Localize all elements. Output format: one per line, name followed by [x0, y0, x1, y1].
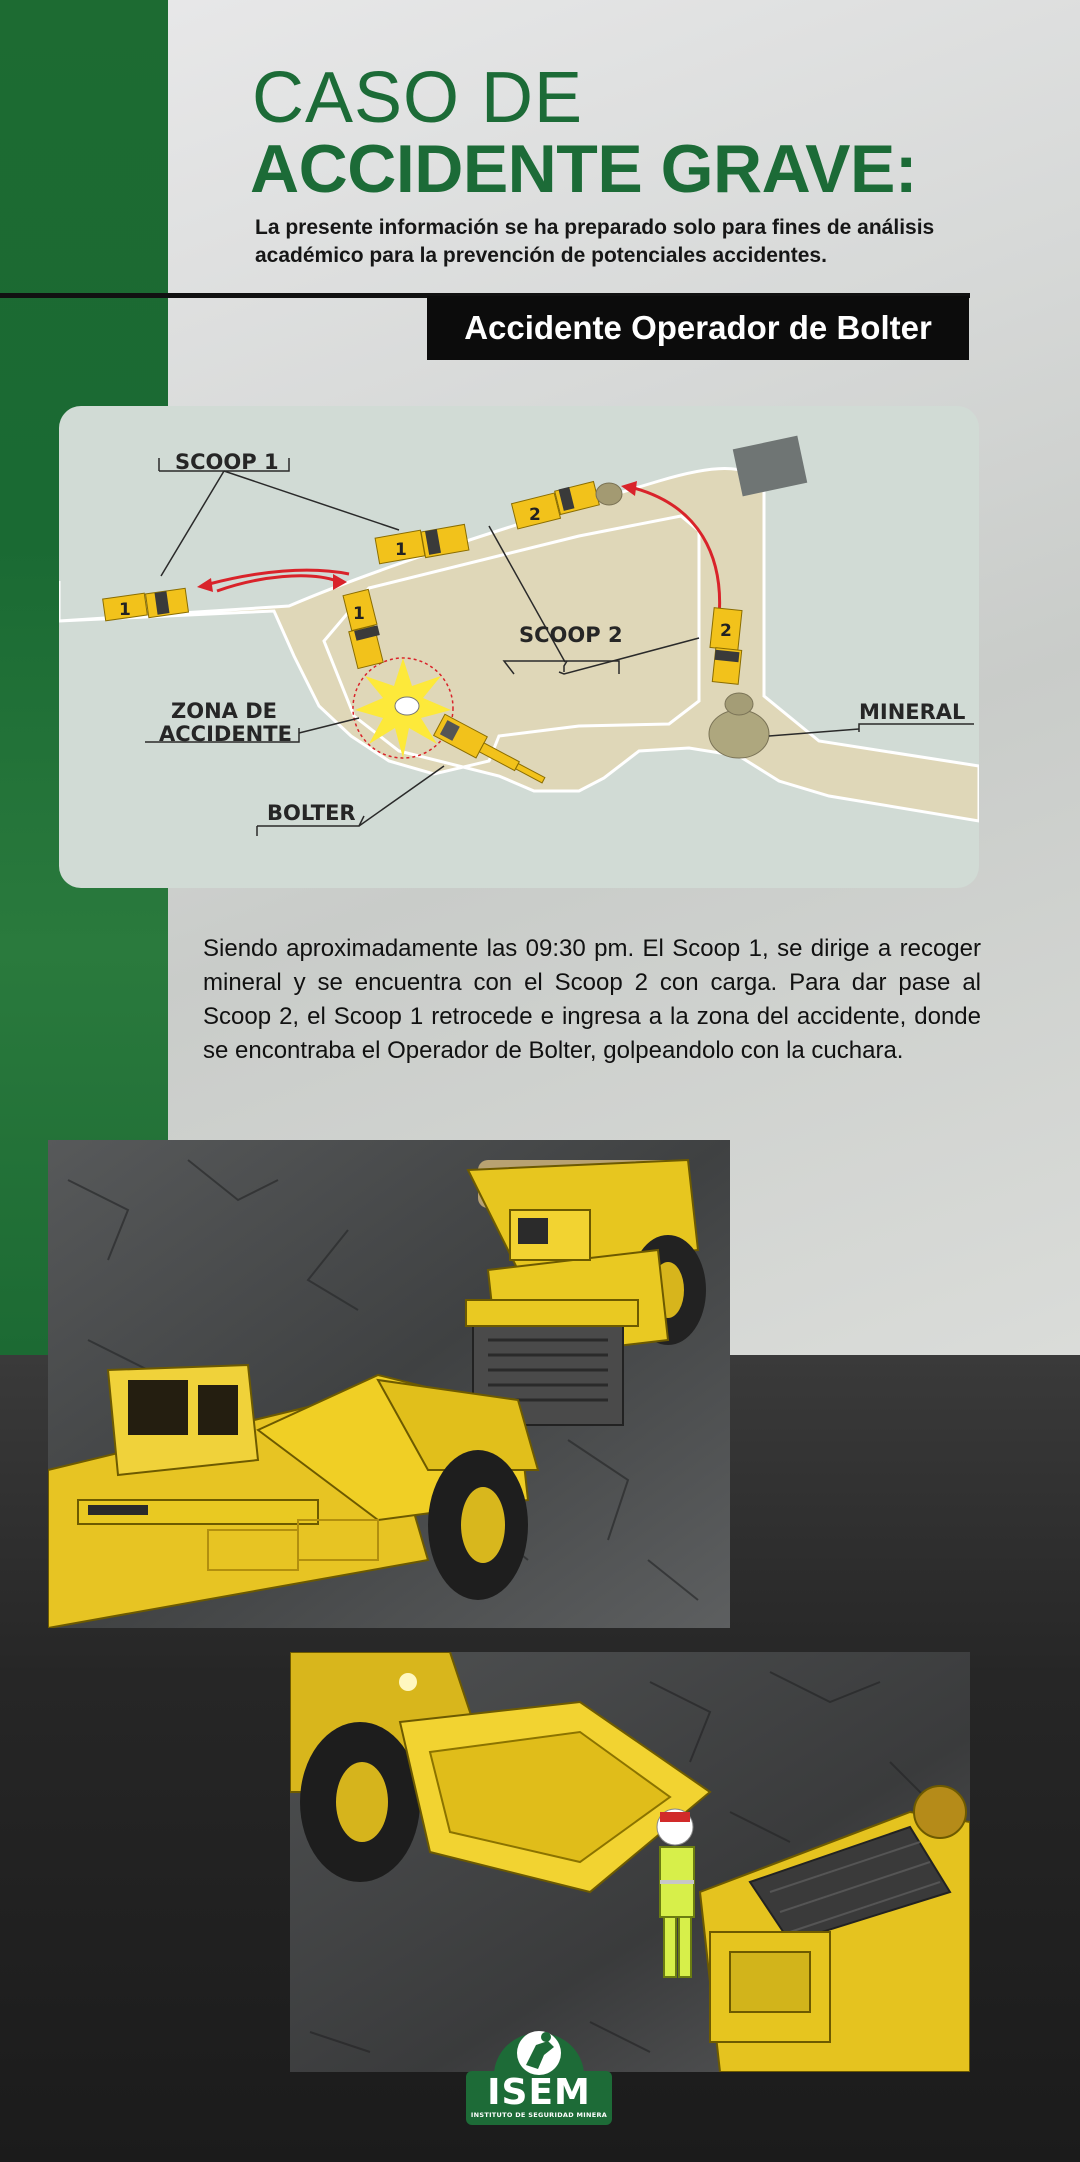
section-title: Accidente Operador de Bolter — [427, 296, 969, 360]
scoop1-number: 1 — [119, 600, 131, 620]
scoop1-number: 1 — [395, 540, 407, 560]
label-bolter: BOLTER — [267, 801, 356, 825]
title-line-2: ACCIDENTE GRAVE: — [250, 131, 917, 207]
label-scoop1: SCOOP 1 — [175, 450, 279, 474]
label-mineral: MINERAL — [859, 700, 966, 724]
logo-tagline: INSTITUTO DE SEGURIDAD MINERA — [470, 2111, 608, 2119]
scene-illustration-bolter — [290, 1652, 970, 2072]
logo-name: ISEM — [487, 2072, 591, 2113]
structure-box — [733, 436, 808, 497]
scoop2-number: 2 — [529, 505, 541, 525]
label-scoop2: SCOOP 2 — [519, 623, 623, 647]
scoop2-position-bottom — [710, 608, 742, 685]
route-arrow-head — [197, 578, 213, 592]
accident-description: Siendo aproximadamente las 09:30 pm. El Scoop 1, se dirige a recoger mineral y se encuentra con el Scoop 2 con carga. Para dar pase al Scoop 2, el Scoop 1 retrocede e ingresa a la zona del accidente, donde se encontraba el Operador de Bolter, golpeandolo con la cuchara. — [203, 935, 981, 1064]
subtitle: La presente información se ha preparado solo para fines de análisis académico para la prevención de potenciales accidentes. — [255, 216, 935, 267]
accident-diagram — [59, 406, 979, 888]
title-line-1: CASO DE — [252, 58, 584, 138]
label-zona-line2: ACCIDENTE — [159, 722, 292, 746]
isem-logo — [466, 2015, 612, 2125]
scoop2-number: 2 — [720, 621, 732, 641]
scene-illustration-scoops — [48, 1140, 730, 1628]
label-zona-line1: ZONA DE — [171, 699, 277, 723]
scoop1-number: 1 — [353, 604, 365, 624]
